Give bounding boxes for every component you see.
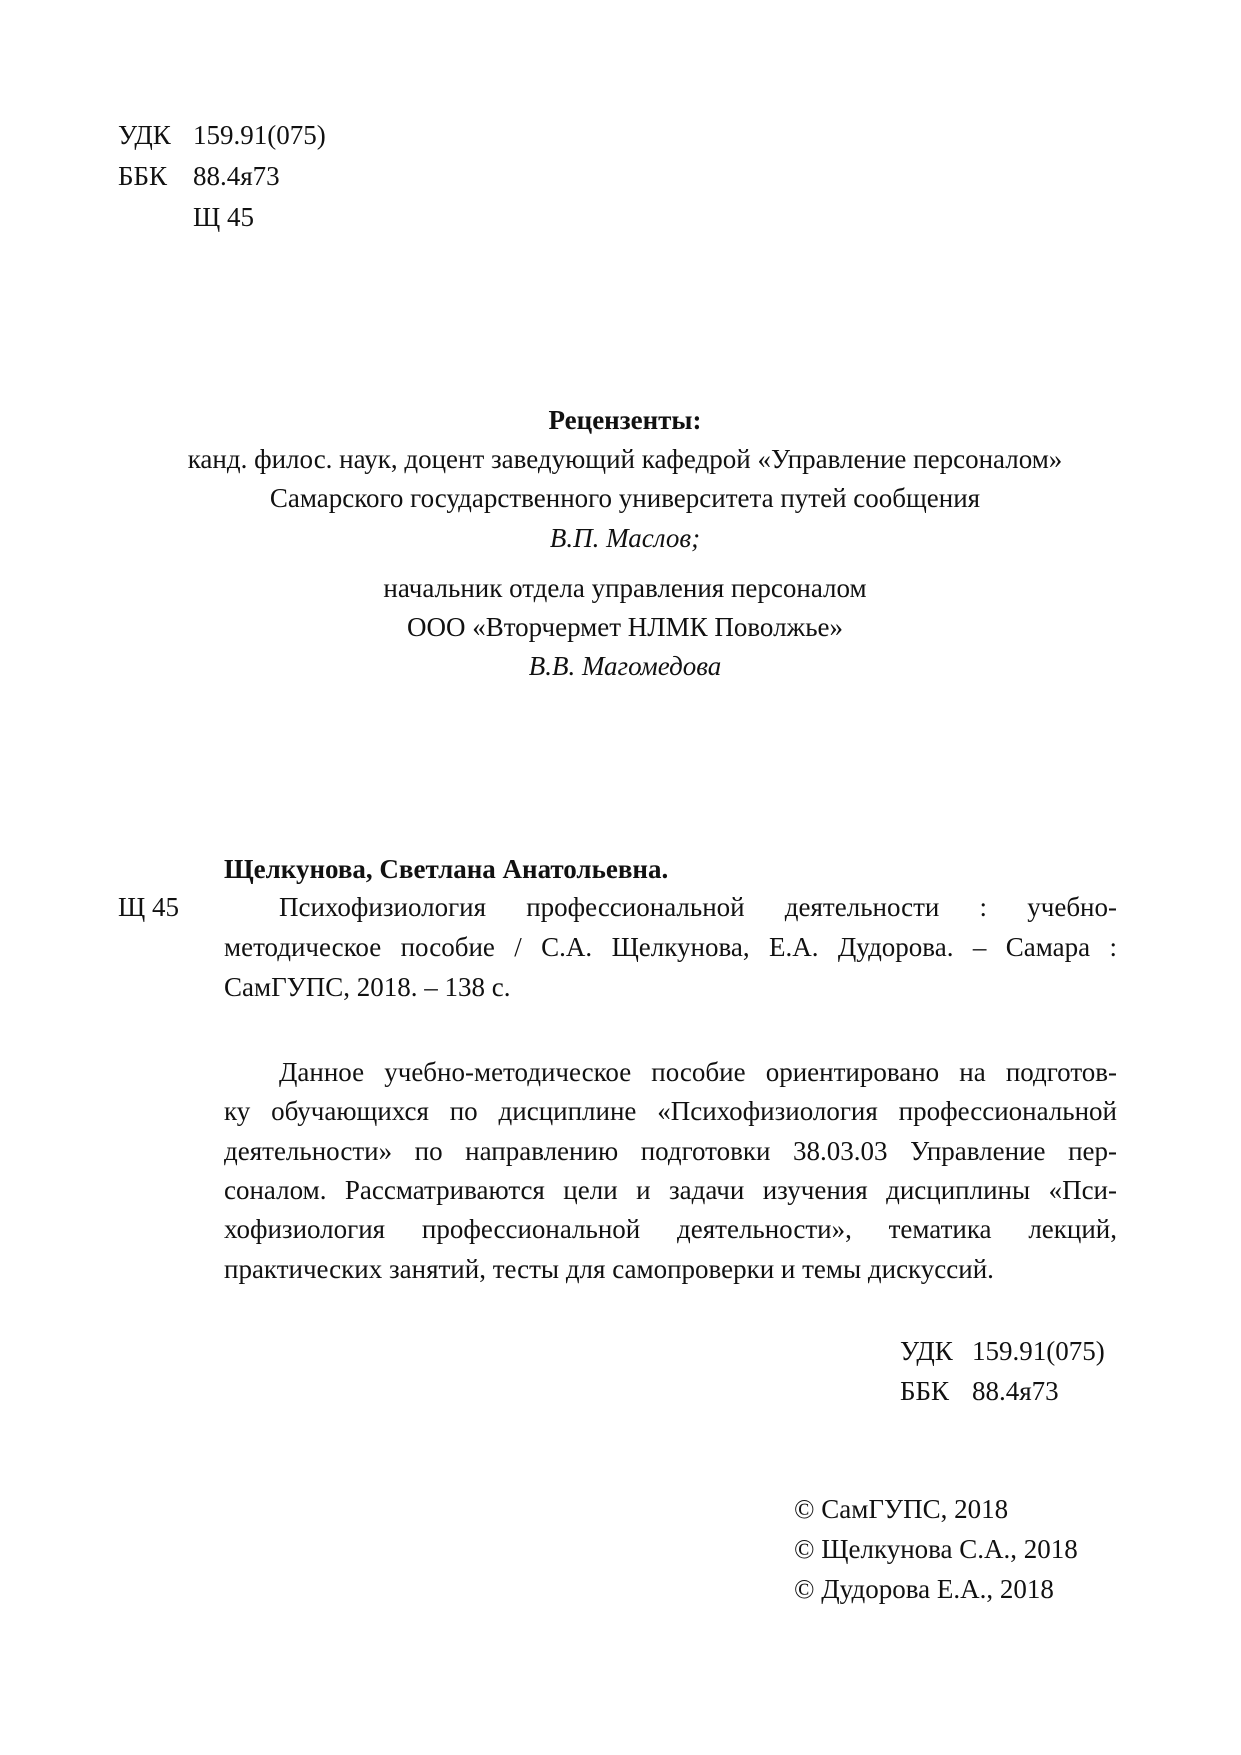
top-bbk-label: ББК: [118, 161, 168, 191]
abstract-line: Данное учебно-методическое пособие ориентировано на подготов-: [279, 1057, 1117, 1087]
reviewer2-name: В.В. Магомедова: [528, 651, 722, 681]
copyright-publisher: © СамГУПС, 2018: [794, 1494, 1009, 1524]
abstract-line: ку обучающихся по дисциплине «Психофизиология профессиональной: [224, 1096, 1117, 1126]
copyright-author-1: © Щелкунова С.А., 2018: [794, 1534, 1078, 1564]
abstract-line: деятельности» по направлению подготовки 38.03.03 Управление пер-: [224, 1136, 1117, 1166]
author-heading: Щелкунова, Светлана Анатольевна.: [224, 854, 669, 884]
abstract-line: хофизиология профессиональной деятельности», тематика лекций,: [224, 1214, 1117, 1244]
reviewers-heading: Рецензенты:: [548, 405, 702, 435]
abstract-line: практических занятий, тесты для самопроверки и темы дискуссий.: [224, 1254, 994, 1284]
top-author-mark: Щ 45: [193, 202, 254, 232]
reviewer2-position: начальник отдела управления персоналом: [383, 573, 867, 603]
bottom-udk-label: УДК: [900, 1336, 953, 1366]
top-udk-value: 159.91(075): [193, 120, 326, 150]
top-bbk-value: 88.4я73: [193, 161, 280, 191]
reviewer1-organization: Самарского государственного университета путей сообщения: [269, 483, 981, 513]
bibliographic-line: методическое пособие / С.А. Щелкунова, Е.А. Дудорова. – Самара :: [224, 932, 1117, 962]
abstract-line: соналом. Рассматриваются цели и задачи изучения дисциплины «Пси-: [224, 1175, 1117, 1205]
bottom-bbk-label: ББК: [900, 1376, 950, 1406]
bibliographic-line: Психофизиология профессиональной деятельности : учебно-: [279, 892, 1117, 922]
bottom-udk-value: 159.91(075): [972, 1336, 1105, 1366]
top-udk-label: УДК: [118, 120, 171, 150]
catalog-author-mark: Щ 45: [118, 892, 179, 922]
reviewer1-name: В.П. Маслов;: [549, 523, 701, 553]
copyright-author-2: © Дудорова Е.А., 2018: [794, 1574, 1054, 1604]
bottom-bbk-value: 88.4я73: [972, 1376, 1059, 1406]
bibliographic-line: СамГУПС, 2018. – 138 с.: [224, 972, 511, 1002]
reviewer1-position: канд. филос. наук, доцент заведующий кафедрой «Управление персоналом»: [187, 444, 1063, 474]
reviewer2-organization: ООО «Вторчермет НЛМК Поволжье»: [406, 612, 843, 642]
